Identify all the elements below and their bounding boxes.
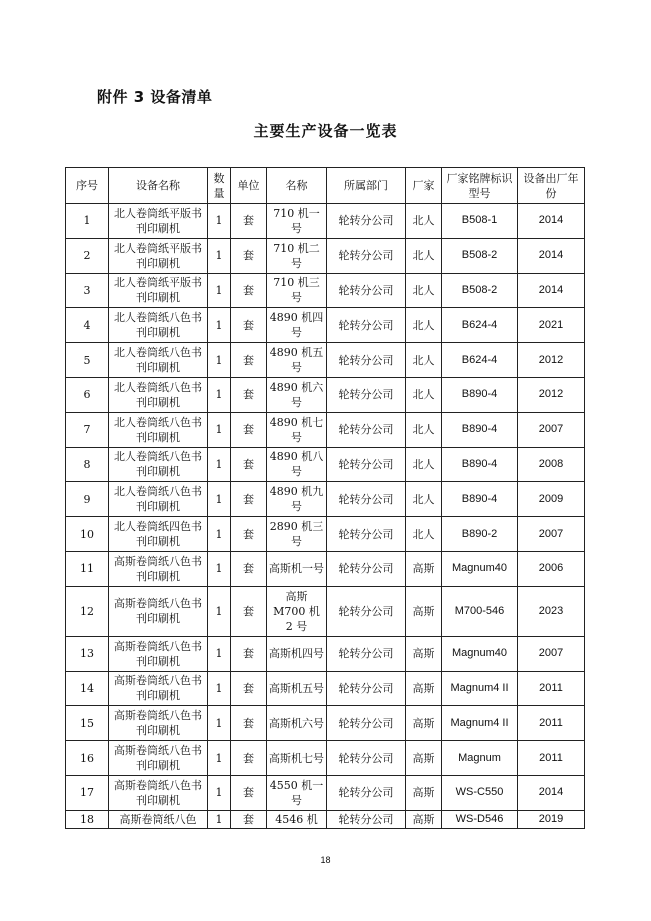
table-row bbox=[66, 636, 585, 671]
cell-index: 5 bbox=[66, 343, 109, 378]
cell-manufacturer: 北人 bbox=[406, 273, 442, 308]
cell-name: 4546 机 bbox=[267, 810, 327, 828]
cell-manufacturer: 高斯 bbox=[406, 706, 442, 741]
cell-model: WS-D546 bbox=[442, 810, 518, 828]
table-body bbox=[66, 204, 585, 829]
cell-equipment-name: 高斯卷筒纸八色书刊印刷机 bbox=[109, 706, 208, 741]
table-row bbox=[66, 551, 585, 586]
header-index: 序号 bbox=[66, 168, 109, 204]
cell-manufacturer: 北人 bbox=[406, 343, 442, 378]
cell-index: 4 bbox=[66, 308, 109, 343]
cell-manufacturer: 北人 bbox=[406, 204, 442, 239]
cell-unit: 套 bbox=[231, 308, 267, 343]
cell-model: B508-2 bbox=[442, 238, 518, 273]
cell-department: 轮转分公司 bbox=[327, 238, 406, 273]
cell-quantity: 1 bbox=[208, 377, 231, 412]
cell-model: B890-4 bbox=[442, 377, 518, 412]
cell-name: 4890 机四号 bbox=[267, 308, 327, 343]
cell-quantity: 1 bbox=[208, 482, 231, 517]
cell-quantity: 1 bbox=[208, 204, 231, 239]
cell-index: 11 bbox=[66, 551, 109, 586]
cell-index: 6 bbox=[66, 377, 109, 412]
cell-unit: 套 bbox=[231, 482, 267, 517]
cell-index: 13 bbox=[66, 636, 109, 671]
cell-department: 轮转分公司 bbox=[327, 482, 406, 517]
cell-department: 轮转分公司 bbox=[327, 377, 406, 412]
cell-department: 轮转分公司 bbox=[327, 447, 406, 482]
cell-equipment-name: 高斯卷筒纸八色书刊印刷机 bbox=[109, 775, 208, 810]
cell-year: 2006 bbox=[518, 551, 585, 586]
cell-equipment-name: 北人卷筒纸八色书刊印刷机 bbox=[109, 308, 208, 343]
table-row bbox=[66, 482, 585, 517]
cell-index: 3 bbox=[66, 273, 109, 308]
cell-index: 15 bbox=[66, 706, 109, 741]
cell-name: 4550 机一号 bbox=[267, 775, 327, 810]
cell-name: 高斯机一号 bbox=[267, 551, 327, 586]
cell-equipment-name: 高斯卷筒纸八色书刊印刷机 bbox=[109, 551, 208, 586]
attachment-title: 附件 3 设备清单 bbox=[97, 88, 213, 106]
cell-department: 轮转分公司 bbox=[327, 204, 406, 239]
cell-name: 710 机一号 bbox=[267, 204, 327, 239]
cell-department: 轮转分公司 bbox=[327, 343, 406, 378]
header-quantity: 数量 bbox=[208, 168, 231, 204]
cell-model: M700-546 bbox=[442, 586, 518, 636]
cell-department: 轮转分公司 bbox=[327, 517, 406, 552]
cell-year: 2012 bbox=[518, 343, 585, 378]
cell-equipment-name: 北人卷筒纸平版书刊印刷机 bbox=[109, 273, 208, 308]
cell-name: 4890 机九号 bbox=[267, 482, 327, 517]
cell-equipment-name: 北人卷筒纸八色书刊印刷机 bbox=[109, 482, 208, 517]
cell-unit: 套 bbox=[231, 551, 267, 586]
cell-manufacturer: 北人 bbox=[406, 377, 442, 412]
cell-department: 轮转分公司 bbox=[327, 636, 406, 671]
cell-name: 2890 机三号 bbox=[267, 517, 327, 552]
cell-name: 4890 机七号 bbox=[267, 412, 327, 447]
cell-year: 2011 bbox=[518, 671, 585, 706]
cell-unit: 套 bbox=[231, 636, 267, 671]
cell-name: 710 机二号 bbox=[267, 238, 327, 273]
cell-index: 18 bbox=[66, 810, 109, 828]
cell-manufacturer: 北人 bbox=[406, 412, 442, 447]
cell-index: 17 bbox=[66, 775, 109, 810]
cell-manufacturer: 北人 bbox=[406, 517, 442, 552]
cell-name: 高斯 M700 机 2 号 bbox=[267, 586, 327, 636]
cell-equipment-name: 北人卷筒纸平版书刊印刷机 bbox=[109, 204, 208, 239]
cell-model: B508-2 bbox=[442, 273, 518, 308]
cell-quantity: 1 bbox=[208, 741, 231, 776]
cell-year: 2007 bbox=[518, 412, 585, 447]
cell-index: 16 bbox=[66, 741, 109, 776]
cell-model: B624-4 bbox=[442, 343, 518, 378]
cell-name: 高斯机四号 bbox=[267, 636, 327, 671]
cell-quantity: 1 bbox=[208, 775, 231, 810]
cell-year: 2014 bbox=[518, 238, 585, 273]
cell-manufacturer: 高斯 bbox=[406, 810, 442, 828]
cell-equipment-name: 高斯卷筒纸八色 bbox=[109, 810, 208, 828]
cell-model: WS-C550 bbox=[442, 775, 518, 810]
cell-department: 轮转分公司 bbox=[327, 741, 406, 776]
table-row bbox=[66, 308, 585, 343]
cell-name: 4890 机五号 bbox=[267, 343, 327, 378]
header-model: 厂家铭牌标识型号 bbox=[442, 168, 518, 204]
cell-name: 高斯机六号 bbox=[267, 706, 327, 741]
cell-quantity: 1 bbox=[208, 273, 231, 308]
cell-year: 2008 bbox=[518, 447, 585, 482]
cell-quantity: 1 bbox=[208, 308, 231, 343]
table-row bbox=[66, 238, 585, 273]
cell-name: 高斯机五号 bbox=[267, 671, 327, 706]
cell-year: 2019 bbox=[518, 810, 585, 828]
cell-manufacturer: 北人 bbox=[406, 308, 442, 343]
cell-department: 轮转分公司 bbox=[327, 273, 406, 308]
cell-unit: 套 bbox=[231, 447, 267, 482]
cell-unit: 套 bbox=[231, 671, 267, 706]
table-row bbox=[66, 671, 585, 706]
cell-manufacturer: 高斯 bbox=[406, 551, 442, 586]
cell-name: 4890 机六号 bbox=[267, 377, 327, 412]
cell-model: B508-1 bbox=[442, 204, 518, 239]
table-row bbox=[66, 204, 585, 239]
cell-unit: 套 bbox=[231, 377, 267, 412]
cell-equipment-name: 高斯卷筒纸八色书刊印刷机 bbox=[109, 671, 208, 706]
cell-quantity: 1 bbox=[208, 810, 231, 828]
header-unit: 单位 bbox=[231, 168, 267, 204]
cell-year: 2007 bbox=[518, 636, 585, 671]
cell-unit: 套 bbox=[231, 706, 267, 741]
header-equipment-name: 设备名称 bbox=[109, 168, 208, 204]
cell-equipment-name: 高斯卷筒纸八色书刊印刷机 bbox=[109, 636, 208, 671]
cell-index: 9 bbox=[66, 482, 109, 517]
cell-department: 轮转分公司 bbox=[327, 671, 406, 706]
cell-equipment-name: 北人卷筒纸八色书刊印刷机 bbox=[109, 377, 208, 412]
cell-department: 轮转分公司 bbox=[327, 706, 406, 741]
cell-index: 8 bbox=[66, 447, 109, 482]
table-row bbox=[66, 810, 585, 828]
cell-name: 高斯机七号 bbox=[267, 741, 327, 776]
cell-index: 12 bbox=[66, 586, 109, 636]
cell-equipment-name: 北人卷筒纸四色书刊印刷机 bbox=[109, 517, 208, 552]
cell-quantity: 1 bbox=[208, 343, 231, 378]
cell-equipment-name: 北人卷筒纸八色书刊印刷机 bbox=[109, 412, 208, 447]
equipment-table bbox=[65, 167, 585, 829]
cell-department: 轮转分公司 bbox=[327, 586, 406, 636]
cell-quantity: 1 bbox=[208, 636, 231, 671]
cell-model: B890-4 bbox=[442, 447, 518, 482]
cell-year: 2007 bbox=[518, 517, 585, 552]
table-row bbox=[66, 741, 585, 776]
cell-quantity: 1 bbox=[208, 551, 231, 586]
cell-equipment-name: 北人卷筒纸八色书刊印刷机 bbox=[109, 447, 208, 482]
table-row bbox=[66, 775, 585, 810]
cell-department: 轮转分公司 bbox=[327, 551, 406, 586]
table-title: 主要生产设备一览表 bbox=[253, 122, 398, 140]
cell-index: 10 bbox=[66, 517, 109, 552]
cell-manufacturer: 高斯 bbox=[406, 671, 442, 706]
table-row bbox=[66, 586, 585, 636]
header-manufacturer: 厂家 bbox=[406, 168, 442, 204]
cell-year: 2014 bbox=[518, 273, 585, 308]
cell-unit: 套 bbox=[231, 273, 267, 308]
cell-manufacturer: 北人 bbox=[406, 447, 442, 482]
cell-department: 轮转分公司 bbox=[327, 308, 406, 343]
page-number: 18 bbox=[320, 855, 331, 865]
cell-name: 710 机三号 bbox=[267, 273, 327, 308]
cell-model: Magnum bbox=[442, 741, 518, 776]
cell-department: 轮转分公司 bbox=[327, 775, 406, 810]
cell-model: Magnum4 II bbox=[442, 706, 518, 741]
table-row bbox=[66, 447, 585, 482]
cell-quantity: 1 bbox=[208, 586, 231, 636]
cell-year: 2014 bbox=[518, 204, 585, 239]
cell-quantity: 1 bbox=[208, 238, 231, 273]
cell-unit: 套 bbox=[231, 238, 267, 273]
cell-year: 2023 bbox=[518, 586, 585, 636]
table-header-row bbox=[66, 168, 585, 204]
cell-quantity: 1 bbox=[208, 447, 231, 482]
cell-unit: 套 bbox=[231, 741, 267, 776]
cell-equipment-name: 北人卷筒纸八色书刊印刷机 bbox=[109, 343, 208, 378]
cell-unit: 套 bbox=[231, 204, 267, 239]
cell-year: 2009 bbox=[518, 482, 585, 517]
table-row bbox=[66, 517, 585, 552]
cell-model: B890-2 bbox=[442, 517, 518, 552]
table-row bbox=[66, 706, 585, 741]
cell-manufacturer: 高斯 bbox=[406, 586, 442, 636]
cell-equipment-name: 高斯卷筒纸八色书刊印刷机 bbox=[109, 586, 208, 636]
cell-unit: 套 bbox=[231, 517, 267, 552]
cell-unit: 套 bbox=[231, 586, 267, 636]
table-row bbox=[66, 273, 585, 308]
cell-quantity: 1 bbox=[208, 706, 231, 741]
cell-index: 14 bbox=[66, 671, 109, 706]
cell-model: B890-4 bbox=[442, 482, 518, 517]
cell-year: 2021 bbox=[518, 308, 585, 343]
cell-manufacturer: 高斯 bbox=[406, 636, 442, 671]
cell-unit: 套 bbox=[231, 810, 267, 828]
header-name: 名称 bbox=[267, 168, 327, 204]
cell-equipment-name: 北人卷筒纸平版书刊印刷机 bbox=[109, 238, 208, 273]
cell-index: 7 bbox=[66, 412, 109, 447]
cell-name: 4890 机八号 bbox=[267, 447, 327, 482]
table-row bbox=[66, 377, 585, 412]
cell-year: 2014 bbox=[518, 775, 585, 810]
header-department: 所属部门 bbox=[327, 168, 406, 204]
cell-model: Magnum4 II bbox=[442, 671, 518, 706]
cell-manufacturer: 高斯 bbox=[406, 741, 442, 776]
cell-index: 2 bbox=[66, 238, 109, 273]
cell-model: Magnum40 bbox=[442, 636, 518, 671]
cell-year: 2011 bbox=[518, 706, 585, 741]
cell-quantity: 1 bbox=[208, 517, 231, 552]
cell-unit: 套 bbox=[231, 412, 267, 447]
cell-model: B890-4 bbox=[442, 412, 518, 447]
cell-manufacturer: 北人 bbox=[406, 482, 442, 517]
cell-quantity: 1 bbox=[208, 412, 231, 447]
cell-equipment-name: 高斯卷筒纸八色书刊印刷机 bbox=[109, 741, 208, 776]
cell-department: 轮转分公司 bbox=[327, 412, 406, 447]
cell-year: 2012 bbox=[518, 377, 585, 412]
cell-year: 2011 bbox=[518, 741, 585, 776]
cell-department: 轮转分公司 bbox=[327, 810, 406, 828]
cell-manufacturer: 高斯 bbox=[406, 775, 442, 810]
table-row bbox=[66, 343, 585, 378]
header-year: 设备出厂年份 bbox=[518, 168, 585, 204]
cell-quantity: 1 bbox=[208, 671, 231, 706]
table-row bbox=[66, 412, 585, 447]
cell-model: B624-4 bbox=[442, 308, 518, 343]
cell-unit: 套 bbox=[231, 343, 267, 378]
cell-manufacturer: 北人 bbox=[406, 238, 442, 273]
cell-model: Magnum40 bbox=[442, 551, 518, 586]
cell-index: 1 bbox=[66, 204, 109, 239]
cell-unit: 套 bbox=[231, 775, 267, 810]
